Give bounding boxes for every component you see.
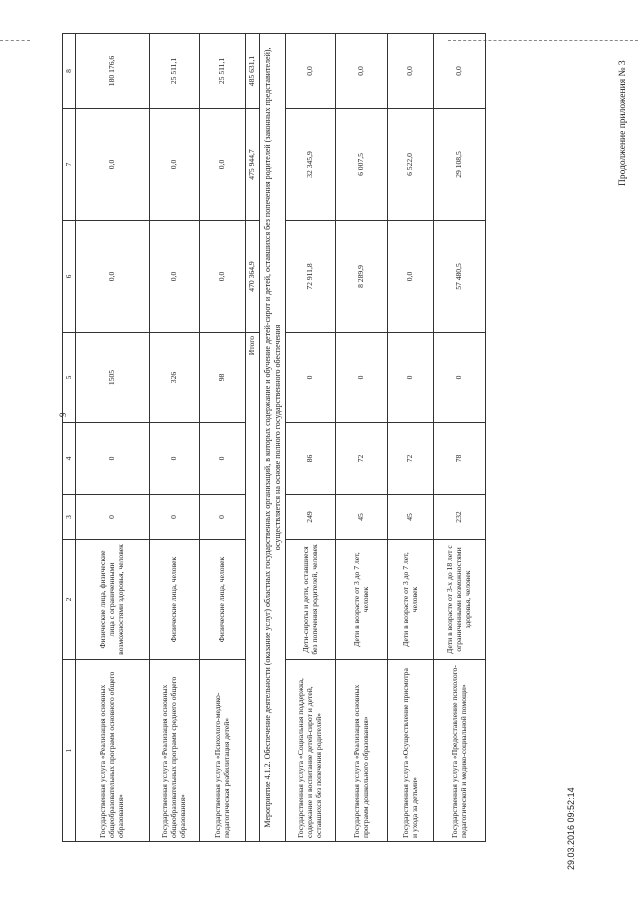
cell-5: 326: [150, 333, 200, 423]
service-name: Государственная услуга «Осуществление присмотра и ухода за детьми»: [388, 660, 434, 842]
cell-7: 6 007,5: [336, 109, 388, 221]
col-num-6: 6: [63, 221, 76, 333]
cell-7: 0,0: [200, 109, 246, 221]
cell-7: 6 522,0: [388, 109, 434, 221]
table-row: [76, 34, 150, 842]
cell-5: 98: [200, 333, 246, 423]
cell-4: 0: [150, 423, 200, 495]
cell-6: 0,0: [76, 221, 150, 333]
service-name: Государственная услуга «Социальная поддержка, содержание и воспитание детей-сирот и детей, оставшихся без попечения родителей»: [286, 660, 336, 842]
col-num-8: 8: [63, 34, 76, 109]
cell-6: 57 480,5: [434, 221, 486, 333]
column-number-row: [63, 34, 76, 842]
table-row: [286, 34, 336, 842]
cell-5: 0: [336, 333, 388, 423]
cell-6: 0,0: [150, 221, 200, 333]
cell-6: 8 289,9: [336, 221, 388, 333]
cell-7: 32 345,9: [286, 109, 336, 221]
total-8: 485 631,1: [246, 34, 260, 109]
cell-5: 0: [434, 333, 486, 423]
table-row: [434, 34, 486, 842]
col-num-4: 4: [63, 423, 76, 495]
cell-3: 0: [150, 495, 200, 540]
cell-8: 180 176,6: [76, 34, 150, 109]
recipient: Дети в возрасте от 3 до 7 лет, человек: [388, 540, 434, 660]
service-name: Государственная услуга «Психолого-медико-педагогическая реабилитация детей»: [200, 660, 246, 842]
service-name: Государственная услуга «Реализация основных общеобразовательных программ среднего общего образования»: [150, 660, 200, 842]
recipient: Физические лица, человек: [200, 540, 246, 660]
cell-3: 0: [76, 495, 150, 540]
cell-7: 29 108,5: [434, 109, 486, 221]
cell-8: 0,0: [388, 34, 434, 109]
scan-dash-left: [0, 40, 30, 41]
table-row: [200, 34, 246, 842]
col-num-1: 1: [63, 660, 76, 842]
cell-6: 72 911,8: [286, 221, 336, 333]
cell-3: 45: [336, 495, 388, 540]
cell-4: 72: [388, 423, 434, 495]
cell-4: 86: [286, 423, 336, 495]
page-number: 9: [58, 412, 68, 417]
appendix-label: Продолжение приложения № 3: [618, 60, 628, 186]
recipient: Дети в возрасте от 3-х до 18 лет с ограниченными возможностями здоровья, человек: [434, 540, 486, 660]
cell-8: 25 511,1: [150, 34, 200, 109]
col-num-7: 7: [63, 109, 76, 221]
cell-3: 249: [286, 495, 336, 540]
col-num-2: 2: [63, 540, 76, 660]
cell-5: 0: [286, 333, 336, 423]
cell-4: 0: [76, 423, 150, 495]
cell-8: 0,0: [434, 34, 486, 109]
service-name: Государственная услуга «Реализация основных общеобразовательных программ основного общего образования»: [76, 660, 150, 842]
section-caption: Мероприятие 4.1.2. Обеспечение деятельности (оказание услуг) областных государственных организаций, в которых содержание и обучение детей-сирот и детей, оставшихся без попечения родителей (законных представителей), осуществляется на основе полного государственного обеспечения: [260, 34, 286, 842]
budget-table: [62, 33, 486, 842]
cell-7: 0,0: [76, 109, 150, 221]
rotated-table-container: [62, 34, 476, 842]
total-row: [246, 34, 260, 842]
recipient: Дети в возрасте от 3 до 7 лет, человек: [336, 540, 388, 660]
cell-5: 0: [388, 333, 434, 423]
total-7: 475 944,7: [246, 109, 260, 221]
recipient: Физические лица, физические лица с ограниченными возможностями здоровья, человек: [76, 540, 150, 660]
service-name: Государственная услуга «Реализация основных программ дошкольного образования»: [336, 660, 388, 842]
col-num-3: 3: [63, 495, 76, 540]
table-row: [388, 34, 434, 842]
cell-4: 0: [200, 423, 246, 495]
total-label: Итого: [246, 333, 260, 842]
cell-3: 0: [200, 495, 246, 540]
cell-7: 0,0: [150, 109, 200, 221]
recipient: Дети-сироты и дети, оставшиеся без попечения родителей, человек: [286, 540, 336, 660]
cell-5: 1505: [76, 333, 150, 423]
timestamp: 29.03.2016 09:52:14: [566, 787, 576, 870]
section-caption-row: [260, 34, 286, 842]
cell-6: 0,0: [200, 221, 246, 333]
cell-8: 25 511,1: [200, 34, 246, 109]
service-name: Государственная услуга «Предоставление психолого-педагогической и медико-социальной помощи»: [434, 660, 486, 842]
cell-6: 0,0: [388, 221, 434, 333]
cell-4: 72: [336, 423, 388, 495]
cell-8: 0,0: [336, 34, 388, 109]
cell-3: 45: [388, 495, 434, 540]
cell-3: 232: [434, 495, 486, 540]
table-row: [336, 34, 388, 842]
cell-4: 78: [434, 423, 486, 495]
col-num-5: 5: [63, 333, 76, 423]
cell-8: 0,0: [286, 34, 336, 109]
total-6: 470 364,9: [246, 221, 260, 333]
table-row: [150, 34, 200, 842]
recipient: Физические лица, человек: [150, 540, 200, 660]
